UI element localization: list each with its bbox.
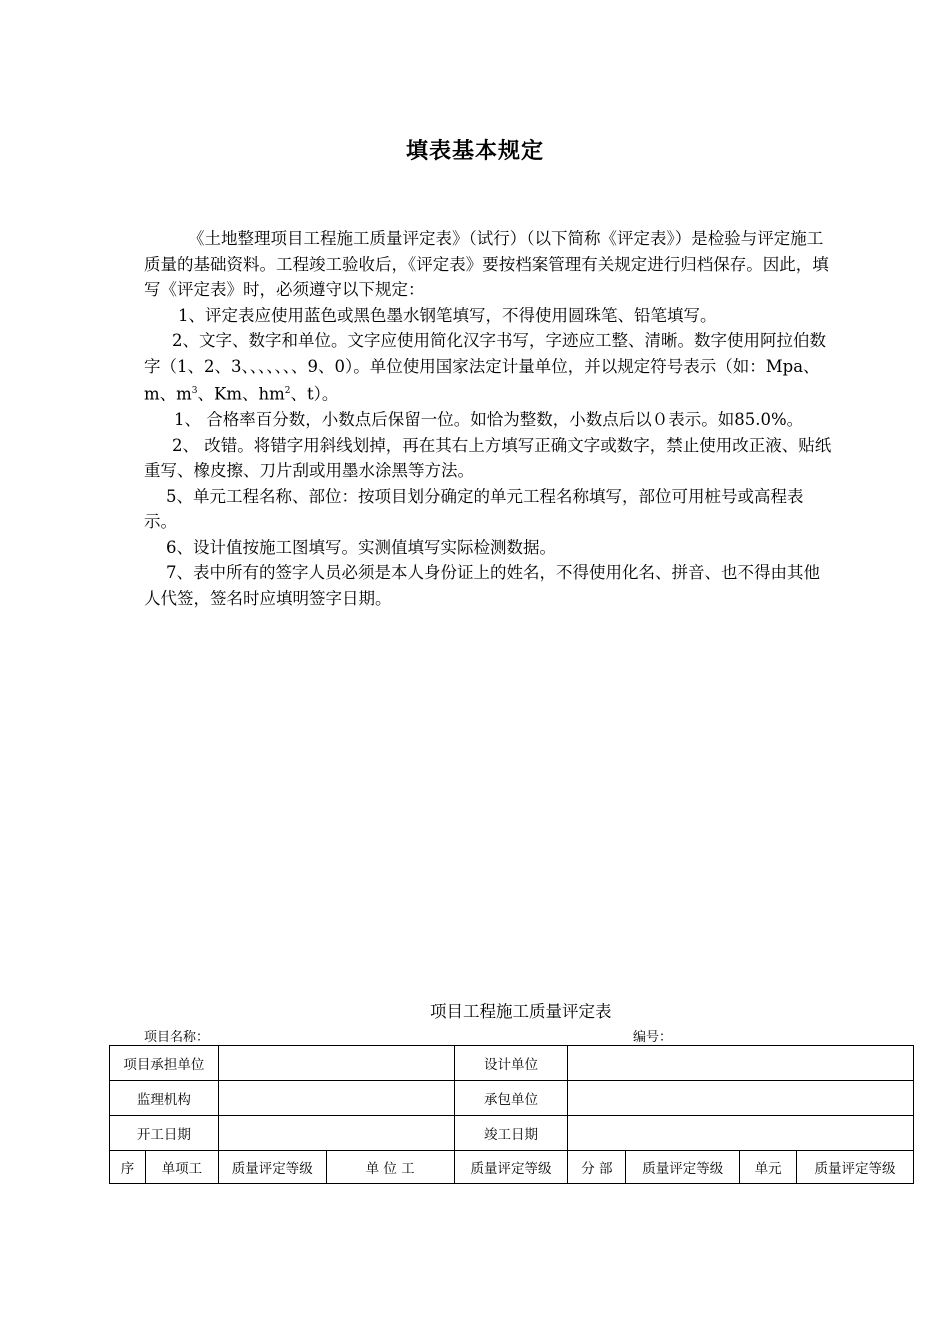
column-header: 单元: [740, 1151, 797, 1184]
rule-text: 、Km、hm: [197, 384, 285, 404]
column-header: 质量评定等级: [626, 1151, 740, 1184]
table-row: [110, 1116, 914, 1151]
field-label: 设计单位: [454, 1046, 568, 1081]
rule-paragraph: 1、评定表应使用蓝色或黑色墨水钢笔填写，不得使用圆珠笔、铅笔填写。: [178, 305, 717, 325]
field-label: 监理机构: [110, 1081, 219, 1116]
column-header: 单项工: [145, 1151, 218, 1184]
field-value-cell[interactable]: [218, 1046, 454, 1081]
form-title: 项目工程施工质量评定表: [430, 1002, 612, 1021]
field-label: 承包单位: [454, 1081, 568, 1116]
rules-text: [144, 226, 834, 611]
rule-paragraph: 2、 改错。将错字用斜线划掉，再在其右上方填写正确文字或数字，禁止使用改正液、贴纸重写、橡皮擦、刀片刮或用墨水涂黑等方法。: [144, 435, 832, 480]
table-row: [110, 1081, 914, 1116]
field-value-cell[interactable]: [218, 1081, 454, 1116]
field-value-cell[interactable]: [218, 1116, 454, 1151]
field-label: 项目承担单位: [110, 1046, 219, 1081]
field-label: 竣工日期: [454, 1116, 568, 1151]
column-header: 质量评定等级: [797, 1151, 914, 1184]
column-header: 单 位 工: [326, 1151, 454, 1184]
intro-paragraph: 《土地整理项目工程施工质量评定表》（试行）（以下简称《评定表》）是检验与评定施工质量的基础资料。工程竣工验收后，《评定表》要按档案管理有关规定进行归档保存。因此，填写《评定表》时，必须遵守以下规定：: [144, 229, 829, 299]
number-label: 编号：: [633, 1030, 673, 1045]
field-value-cell[interactable]: [568, 1116, 914, 1151]
rule-paragraph: 6、设计值按施工图填写。实测值填写实际检测数据。: [166, 537, 556, 557]
column-header: 质量评定等级: [454, 1151, 568, 1184]
rule-text: 、t）。: [290, 384, 339, 404]
column-header: 序: [110, 1151, 146, 1184]
rule-paragraph: 1、 合格率百分数，小数点后保留一位。如恰为整数，小数点后以０表示。如85.0%。: [174, 410, 804, 429]
field-value-cell[interactable]: [568, 1081, 914, 1116]
rule-text: 2、文字、数字和单位。文字应使用简化汉字书写，字迹应工整、清晰。数字使用阿拉伯数字（1、2、3、、、、、、、9、0）。单位使用国家法定计量单位，并以规定符号表示（如：Mpa、m、m: [144, 331, 826, 404]
superscript: 2: [284, 386, 291, 396]
field-value-cell[interactable]: [568, 1046, 914, 1081]
column-header: 分 部: [568, 1151, 626, 1184]
evaluation-form-table: [109, 1045, 914, 1184]
field-label: 开工日期: [110, 1116, 219, 1151]
project-name-label: 项目名称：: [144, 1030, 210, 1045]
page-title: 填表基本规定: [405, 139, 544, 164]
column-header: 质量评定等级: [218, 1151, 326, 1184]
rule-paragraph: [144, 328, 834, 407]
table-row: [110, 1046, 914, 1081]
rule-paragraph: 7、表中所有的签字人员必须是本人身份证上的姓名，不得使用化名、拼音、也不得由其他人代签，签名时应填明签字日期。: [144, 563, 820, 608]
table-header-row: [110, 1151, 914, 1184]
rule-paragraph: 5、单元工程名称、部位：按项目划分确定的单元工程名称填写，部位可用桩号或高程表示。: [144, 486, 804, 531]
superscript: 3: [191, 386, 198, 396]
